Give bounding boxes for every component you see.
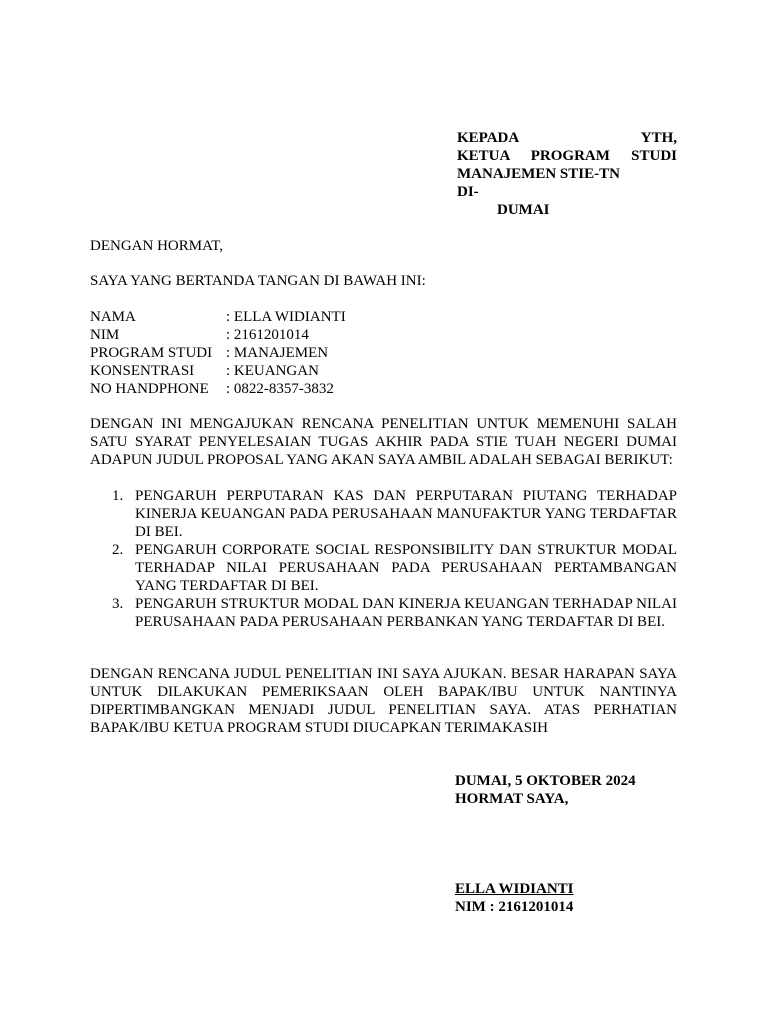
- request-paragraph: DENGAN INI MENGAJUKAN RENCANA PENELITIAN UNTUK MEMENUHI SALAH SATU SYARAT PENYELESAIAN TUGAS AKHIR PADA STIE TUAH NEGERI DUMAI ADAPUN JUDUL PROPOSAL YANG AKAN SAYA AMBIL ADALAH SEBAGAI BERIKUT:: [90, 416, 677, 468]
- intro-line: SAYA YANG BERTANDA TANGAN DI BAWAH INI:: [90, 273, 426, 289]
- signatory-name: ELLA WIDIANTI: [455, 881, 574, 897]
- proposal-title: PENGARUH PERPUTARAN KAS DAN PERPUTARAN PIUTANG TERHADAP KINERJA KEUANGAN PADA PERUSAHAAN MANUFAKTUR YANG TERDAFTAR DI BEI.: [135, 488, 677, 540]
- regards: HORMAT SAYA,: [455, 791, 569, 807]
- identity-row: [90, 308, 490, 326]
- identity-value: : MANAJEMEN: [226, 345, 329, 361]
- proposal-list: [90, 487, 677, 631]
- identity-row: [90, 344, 490, 362]
- identity-label: NO HANDPHONE: [90, 381, 209, 397]
- identity-value: : 2161201014: [226, 327, 309, 343]
- identity-value: : ELLA WIDIANTI: [226, 309, 346, 325]
- proposal-item: [90, 487, 677, 541]
- signatory-nim: NIM : 2161201014: [455, 899, 574, 915]
- recipient-line: KEPADA YTH,: [457, 130, 677, 146]
- proposal-number: 1.: [112, 488, 124, 504]
- identity-label: KONSENTRASI: [90, 363, 195, 379]
- identity-row: [90, 326, 490, 344]
- recipient-line: MANAJEMEN STIE-TN: [457, 166, 620, 182]
- recipient-address: [457, 129, 677, 219]
- recipient-city: DUMAI: [497, 202, 550, 218]
- salutation: DENGAN HORMAT,: [90, 238, 224, 254]
- identity-row: [90, 380, 490, 398]
- proposal-title: PENGARUH CORPORATE SOCIAL RESPONSIBILITY DAN STRUKTUR MODAL TERHADAP NILAI PERUSAHAAN PADA PERUSAHAAN PERTAMBANGAN YANG TERDAFTAR DI BEI.: [135, 542, 677, 594]
- signatory: [455, 880, 574, 916]
- identity-label: NAMA: [90, 309, 136, 325]
- proposal-number: 3.: [112, 596, 124, 612]
- identity-label: NIM: [90, 327, 120, 343]
- recipient-line: KETUA PROGRAM STUDI: [457, 148, 677, 164]
- identity-label: PROGRAM STUDI: [90, 345, 213, 361]
- place-date: DUMAI, 5 OKTOBER 2024: [455, 773, 636, 789]
- proposal-item: [90, 541, 677, 595]
- identity-row: [90, 362, 490, 380]
- identity-table: [90, 308, 490, 398]
- signature-block: [455, 772, 636, 808]
- closing-paragraph: DENGAN RENCANA JUDUL PENELITIAN INI SAYA AJUKAN. BESAR HARAPAN SAYA UNTUK DILAKUKAN PEMERIKSAAN OLEH BAPAK/IBU UNTUK NANTINYA DIPERTIMBANGKAN MENJADI JUDUL PENELITIAN SAYA. ATAS PERHATIAN BAPAK/IBU KETUA PROGRAM STUDI DIUCAPKAN TERIMAKASIH: [90, 666, 677, 736]
- identity-value: : KEUANGAN: [226, 363, 319, 379]
- identity-value: : 0822-8357-3832: [226, 381, 334, 397]
- proposal-title: PENGARUH STRUKTUR MODAL DAN KINERJA KEUANGAN TERHADAP NILAI PERUSAHAAN PADA PERUSAHAAN PERBANKAN YANG TERDAFTAR DI BEI.: [135, 596, 677, 630]
- recipient-line: DI-: [457, 184, 479, 200]
- proposal-item: [90, 595, 677, 631]
- proposal-number: 2.: [112, 542, 124, 558]
